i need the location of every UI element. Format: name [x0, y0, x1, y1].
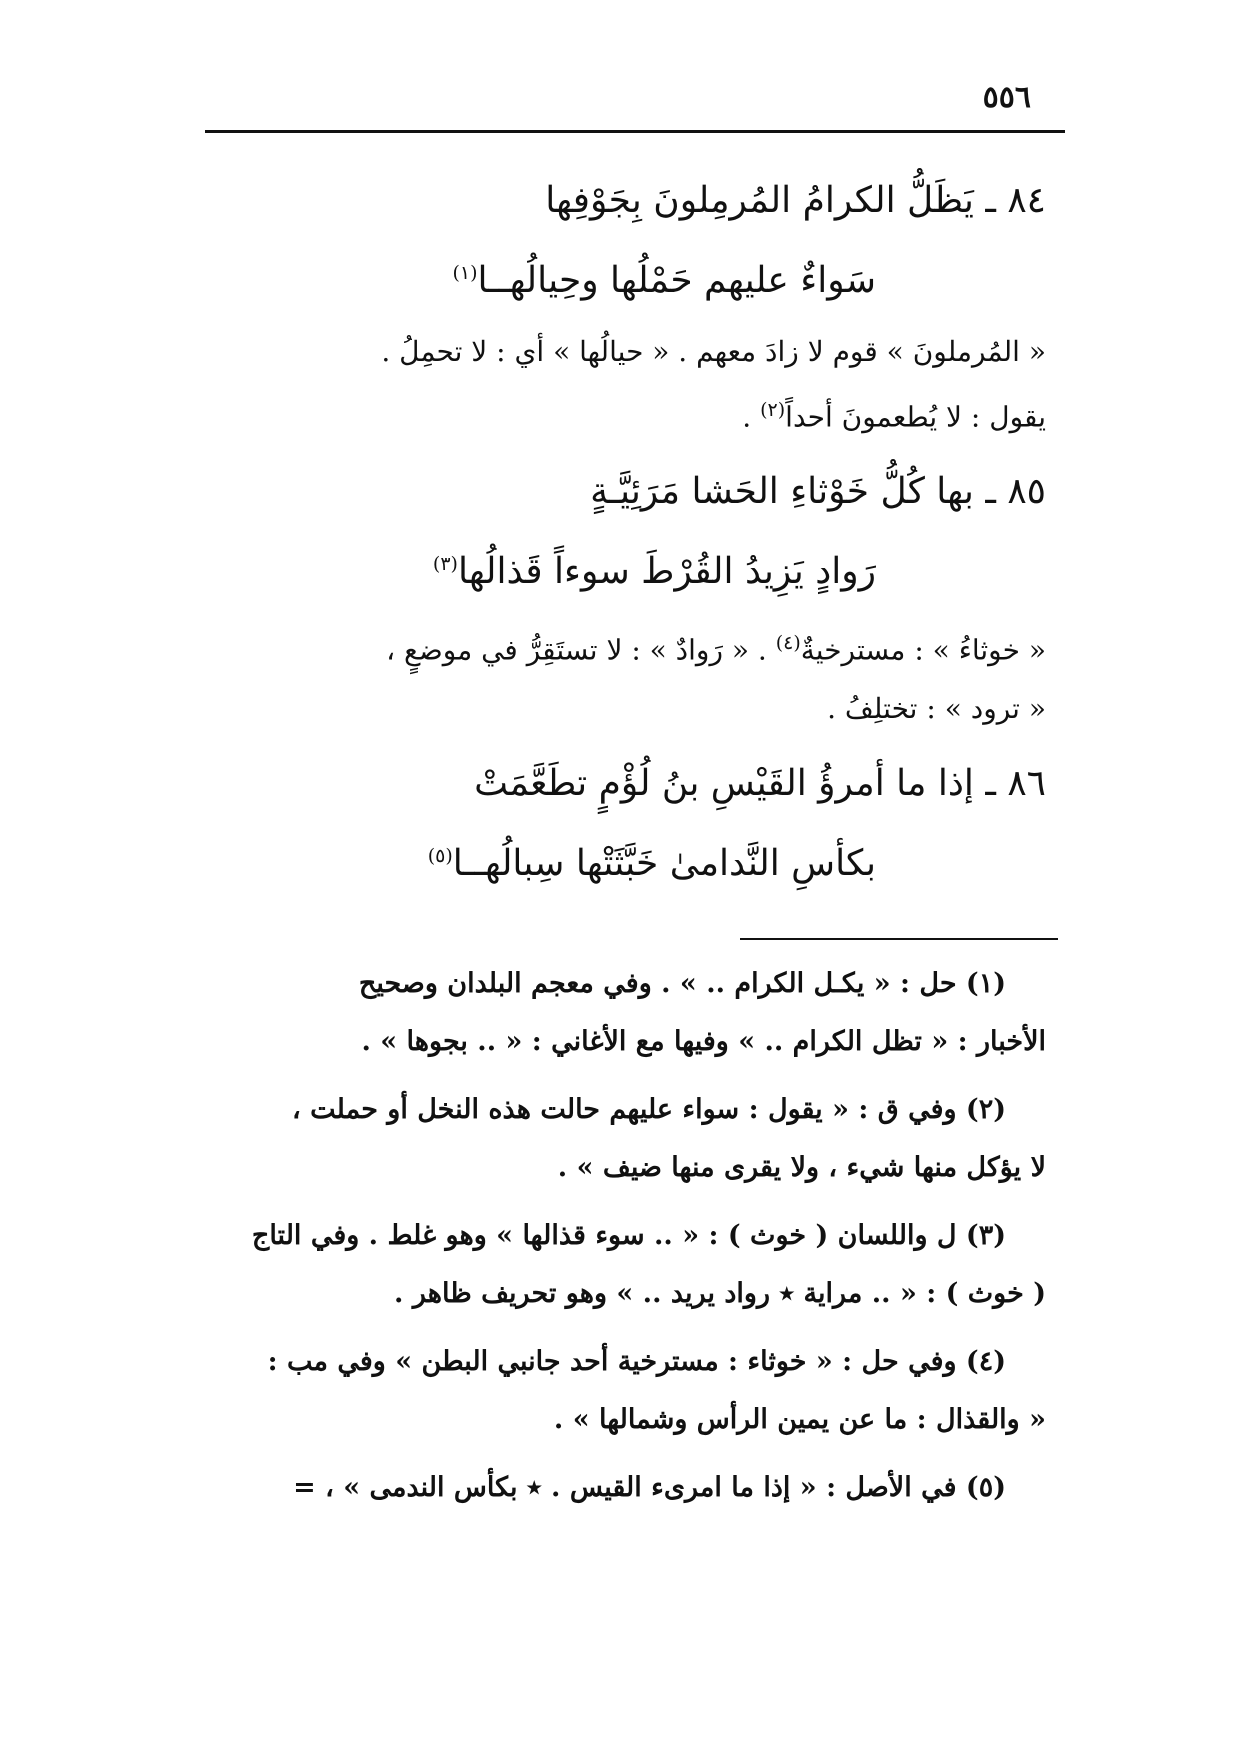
verse-line-2 — [196, 237, 1046, 317]
verse-85 — [196, 456, 1046, 608]
footnote-ref: (٢) — [760, 399, 786, 421]
verse-line-1 — [196, 165, 1046, 237]
footnote-line: (٣) ل واللسان ( خوث ) : « .. سوء قذالها » وهو غلط . وفي التاج — [251, 1220, 1006, 1251]
verse-line-2 — [196, 528, 1046, 608]
footnote-3 — [196, 1207, 1046, 1323]
gloss-text: يقول : لا يُطعمونَ أحداً — [785, 400, 1046, 434]
verse-number: ٨٦ ـ — [985, 762, 1046, 804]
verse-number: ٨٥ ـ — [985, 471, 1046, 513]
footnote-ref: (٤) — [775, 632, 801, 655]
footnote-4 — [196, 1333, 1046, 1449]
footnote-line: (٤) وفي حل : « خوثاء : مسترخية أحد جانبي البطن » وفي مب : — [267, 1346, 1006, 1377]
verse-84 — [196, 165, 1046, 317]
gloss-line: « المُرملونَ » قوم لا زادَ معهم . « حيالُها » أي : لا تحمِلُ . — [381, 335, 1046, 368]
footnote-line: (٢) وفي ق : « يقول : سواء عليهم حالت هذه النخل أو حملت ، — [292, 1094, 1006, 1125]
verse-line-1 — [196, 456, 1046, 528]
header-rule — [205, 130, 1065, 133]
footnotes-rule — [740, 938, 1058, 940]
gloss-85 — [196, 614, 1046, 737]
gloss-line — [196, 381, 1046, 446]
verse-hemistich: إذا ما أمرؤُ القَيْسِ بنُ لُؤْمٍ تطَعَّمَتْ — [474, 762, 974, 804]
footnote-line: (٥) في الأصل : « إذا ما امرىء القيس . ٭ بكأس الندمى » ، = — [293, 1472, 1006, 1503]
footnote-ref: (١) — [452, 262, 478, 284]
footnotes — [196, 955, 1046, 1527]
footnote-line: (١) حل : « يكـل الكرام .. » . وفي معجم البلدان وصحيح — [358, 968, 1006, 999]
verse-line-2 — [196, 820, 1046, 900]
footnote-2 — [196, 1081, 1046, 1197]
verse-hemistich: بها كُلُّ خَوْثاءِ الحَشا مَرَئِيَّـةٍ — [590, 471, 974, 513]
verse-hemistich: سَواءٌ عليهم حَمْلُها وحِيالُهــا — [477, 260, 876, 301]
footnote-line: « والقذال : ما عن يمين الرأس وشمالها » . — [553, 1404, 1046, 1435]
verse-86 — [196, 748, 1046, 900]
footnote-line: لا يؤكل منها شيء ، ولا يقرى منها ضيف » . — [557, 1152, 1046, 1183]
gloss-text: « خوثاءُ » : مسترخيةٌ — [800, 633, 1046, 667]
footnote-1 — [196, 955, 1046, 1071]
footnote-ref: (٥) — [427, 844, 453, 867]
footnote-5 — [196, 1459, 1046, 1517]
footnote-line: ( خوث ) : « .. مراية ٭ رواد يريد .. » وهو تحريف ظاهر . — [394, 1278, 1046, 1309]
main-text — [196, 165, 1046, 906]
gloss-text: . « رَوادٌ » : لا تستَقِرُّ في موضعٍ ، — [386, 633, 767, 667]
gloss-line: « ترود » : تختلِفُ . — [827, 691, 1046, 725]
footnote-ref: (٣) — [432, 553, 458, 576]
verse-number: ٨٤ ـ — [985, 180, 1046, 221]
gloss-text: . — [742, 400, 752, 434]
footnote-line: الأخبار : « تظل الكرام .. » وفيها مع الأغاني : « .. بجوها » . — [361, 1026, 1046, 1057]
gloss-84 — [196, 323, 1046, 446]
gloss-line — [196, 614, 1046, 679]
verse-hemistich: بكأسِ النَّدامىٰ خَبَّثَتْها سِبالُهــا — [452, 842, 876, 884]
page-number: ٥٥٦ — [982, 80, 1031, 115]
verse-hemistich: يَظَلُّ الكرامُ المُرمِلونَ بِجَوْفِها — [545, 180, 974, 221]
verse-line-1 — [196, 748, 1046, 820]
verse-hemistich: رَوادٍ يَزِيدُ القُرْطَ سوءاً قَذالُها — [457, 551, 876, 593]
